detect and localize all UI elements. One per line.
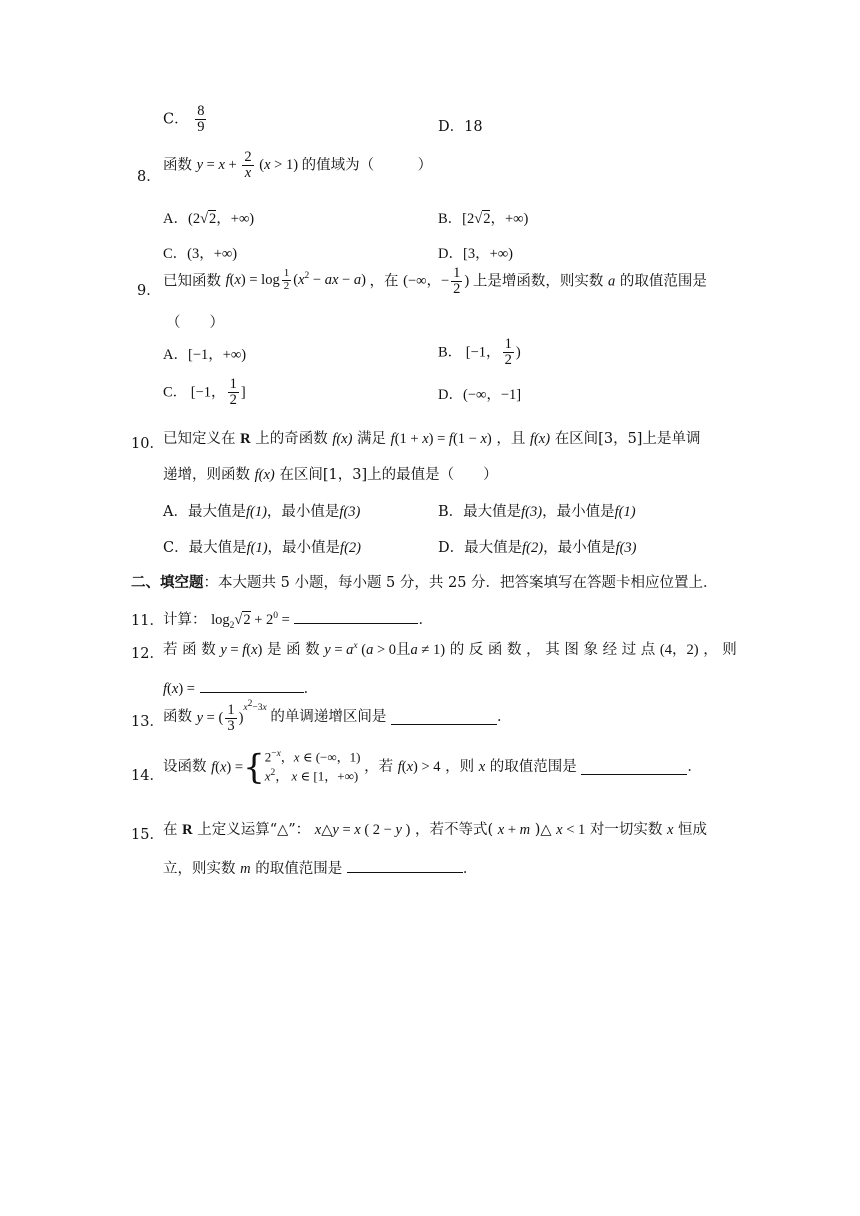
q13-text-b: 的单调递增区间是 — [270, 709, 387, 726]
q11-text: 计算： — [163, 612, 207, 628]
q14-answer-blank[interactable] — [581, 760, 687, 775]
q8-stem-text-a: 函数 — [163, 157, 192, 174]
q10-option-a — [163, 505, 360, 520]
q8-option-d: D．[3，+∞) — [438, 246, 513, 262]
q15-text-g: 立，则实数 — [163, 861, 236, 877]
q10-option-d-min: f(3) — [615, 540, 637, 556]
q7-option-c-denominator: 9 — [197, 119, 205, 136]
q9-option-c-label: C． — [163, 384, 188, 401]
q14-text-c: ，则 — [445, 758, 475, 775]
q9-option-a: A．[−1，+∞) — [163, 347, 247, 363]
q12-stem-line1 — [163, 642, 737, 657]
q12-point: (4，2) — [659, 641, 699, 658]
q10-option-a-max: f(1) — [245, 504, 267, 520]
q12-text-b: 是 函 数 — [266, 641, 320, 658]
q12-text-a: 若 函 数 — [163, 641, 216, 658]
q14-end: ． — [687, 758, 702, 775]
q10-option-d-max: f(2) — [522, 540, 544, 556]
q13-end: ． — [496, 709, 512, 726]
q12-stem-line2 — [163, 678, 318, 697]
q7-option-c-numerator: 8 — [197, 103, 205, 119]
q12-text-d: ， 则 — [703, 641, 737, 658]
q12-formula-b: $y = a^x$ (a > 0且a ≠ 1) — [324, 641, 446, 658]
q10-option-d-text-a: D．最大值是 — [438, 540, 523, 556]
q9-option-c: C． [−1， $\frac{1}{2}$ ] — [163, 376, 246, 409]
q14-var-x: x — [478, 758, 486, 775]
q10-text-d: ，且 — [496, 431, 526, 447]
q9-stem-text-b: ，在 — [369, 273, 399, 290]
q10-fx-3: f(x) — [254, 467, 275, 483]
q10-formula: f(1 + x) = f(1 − x) — [390, 431, 492, 447]
q8-option-a-label: A． — [163, 211, 188, 227]
q12-number: 12． — [131, 646, 164, 662]
q13-text-a: 函数 — [163, 709, 192, 726]
q10-option-a-min: f(3) — [339, 504, 361, 520]
q9-option-a-label: A． — [163, 347, 188, 363]
q8-stem-text-b: 的值域为（ ） — [301, 157, 433, 174]
q14-piecewise: f(x) ={ $2^{-x}$，x ∈ (−∞，1) $x^2$， x ∈ [1，+∞) — [211, 747, 361, 788]
q15-inequality-rhs: x < 1 — [556, 822, 586, 838]
q12-answer-blank[interactable] — [200, 678, 304, 693]
q10-stem-line1 — [163, 432, 700, 447]
q15-answer-blank[interactable] — [347, 858, 463, 873]
q15-var-m: m — [240, 861, 251, 877]
q13-stem — [163, 700, 511, 735]
q13-number: 13． — [131, 714, 164, 730]
q9-var-a: a — [608, 273, 616, 290]
q15-text-e: 对一切实数 — [589, 822, 663, 838]
q8-option-b-label: B． — [438, 211, 463, 227]
q14-condition: f(x) > 4 — [397, 758, 441, 775]
q15-inequality-lhs: x + m — [497, 822, 531, 838]
q8-option-c: C．(3，+∞) — [163, 246, 238, 262]
q14-text-d: 的取值范围是 — [489, 758, 577, 775]
q10-text-e: 在区间[3，5]上是单调 — [554, 431, 701, 447]
q9-stem-text-c: 上是增函数，则实数 — [472, 273, 604, 290]
q10-option-a-text-b: ，最小值是 — [266, 504, 340, 520]
q10-option-a-text-a: A．最大值是 — [163, 504, 246, 520]
q10-real-set: R — [240, 431, 251, 447]
q15-text-d: )△ — [534, 822, 552, 838]
q10-fx: f(x) — [332, 431, 353, 447]
q15-number: 15． — [131, 827, 164, 843]
q9-stem-text-a: 已知函数 — [163, 273, 221, 290]
q9-stem — [163, 266, 707, 297]
q8-option-b: B．[2√2，+∞) — [438, 211, 529, 227]
q10-option-b-text-a: B．最大值是 — [438, 504, 522, 520]
q7-option-c-label: C． — [163, 111, 189, 128]
q9-option-b: B． [−1， $\frac{1}{2}$ ) — [438, 336, 521, 369]
q14-stem — [163, 748, 702, 786]
q11-number: 11． — [131, 613, 164, 629]
q11-end: ． — [418, 612, 433, 628]
q11-answer-blank[interactable] — [294, 609, 418, 624]
q10-option-b-text-b: ，最小值是 — [542, 504, 615, 520]
q9-paren: （ ） — [166, 315, 224, 331]
q10-option-c-text-a: C．最大值是 — [163, 540, 247, 556]
q8-number: 8． — [137, 169, 161, 185]
q10-option-d — [438, 541, 637, 556]
q9-stem-text-d: 的取值范围是 — [619, 273, 707, 290]
q14-text-a: 设函数 — [163, 758, 207, 775]
q9-option-b-label: B． — [438, 344, 463, 361]
q12-end: ． — [303, 681, 319, 697]
section-title: 二、填空题 — [131, 574, 204, 591]
q10-option-c — [163, 541, 361, 556]
q15-text-a: 在 — [163, 822, 178, 838]
q8-option-c-label: C． — [163, 246, 188, 262]
q9-option-d: D．(−∞，−1] — [438, 387, 522, 403]
q12-fx-eq: f(x) = — [163, 681, 195, 697]
q10-option-d-text-b: ，最小值是 — [543, 540, 616, 556]
q7-option-d: D．18 — [438, 119, 483, 135]
q10-option-b-min: f(1) — [614, 504, 636, 520]
q15-text-f: 恒成 — [678, 822, 708, 838]
q10-stem-line2 — [163, 468, 498, 483]
q13-answer-blank[interactable] — [391, 710, 497, 725]
q9-option-d-label: D． — [438, 387, 463, 403]
q10-text-f: 递增，则函数 — [163, 467, 250, 483]
q15-stem-line1 — [163, 823, 707, 838]
q10-fx-2: f(x) — [529, 431, 551, 447]
q9-interval: (−∞，− $\frac{1}{2}$ ) — [403, 265, 473, 298]
q9-formula: f(x) = log $_{\frac{1}{2}}$ ($x^2$ − ax − a) — [225, 267, 370, 292]
q9-number: 9． — [137, 283, 161, 299]
q10-option-c-max: f(1) — [246, 540, 268, 556]
q15-text-b: 上定义运算“△”： — [197, 822, 311, 838]
q10-text-a: 已知定义在 — [163, 431, 236, 447]
q15-text-h: 的取值范围是 — [255, 861, 343, 877]
q10-option-c-text-b: ，最小值是 — [267, 540, 341, 556]
q15-op-def: x△y = x ( 2 − y ) — [314, 822, 411, 838]
q15-var-x: x — [667, 822, 674, 838]
q10-number: 10． — [131, 436, 164, 452]
q10-option-b — [438, 505, 636, 520]
q8-stem — [163, 150, 432, 181]
q10-option-c-min: f(2) — [340, 540, 361, 556]
q14-number: 14． — [131, 768, 164, 784]
q10-option-b-max: f(3) — [521, 504, 543, 520]
section-description: ：本大题共 5 小题，每小题 5 分，共 25 分．把答案填写在答题卡相应位置上． — [203, 575, 718, 591]
q10-text-g: 在区间[1，3]上的最值是（ ） — [279, 467, 498, 483]
q12-formula-a: y = f(x) — [220, 641, 263, 658]
q15-text-c: ，若不等式( — [414, 822, 494, 838]
q13-formula: y = ( $\frac{1}{3}$ )$^{x^2-3x}$ — [196, 699, 267, 735]
q7-option-c-fraction — [195, 104, 206, 135]
q15-end: ． — [462, 861, 478, 877]
q15-real-set: R — [182, 822, 193, 838]
q10-text-c: 满足 — [357, 431, 387, 447]
q8-formula: y = x + $\frac{2}{x}$ (x > 1) — [196, 149, 302, 182]
q11-formula: $\log_2√2 + 2^0$ = — [211, 611, 290, 631]
q14-text-b: ，若 — [364, 758, 394, 775]
q8-option-a: A．(2√2，+∞) — [163, 211, 255, 227]
q7-option-c — [163, 104, 208, 135]
q8-option-d-label: D． — [438, 246, 463, 262]
q15-stem-line2 — [163, 858, 477, 877]
q10-text-b: 上的奇函数 — [255, 431, 328, 447]
q12-text-c: 的 反 函 数 ， 其 图 象 经 过 点 — [449, 641, 656, 658]
section-fill-in-heading — [131, 576, 718, 591]
q11-stem — [163, 609, 433, 631]
